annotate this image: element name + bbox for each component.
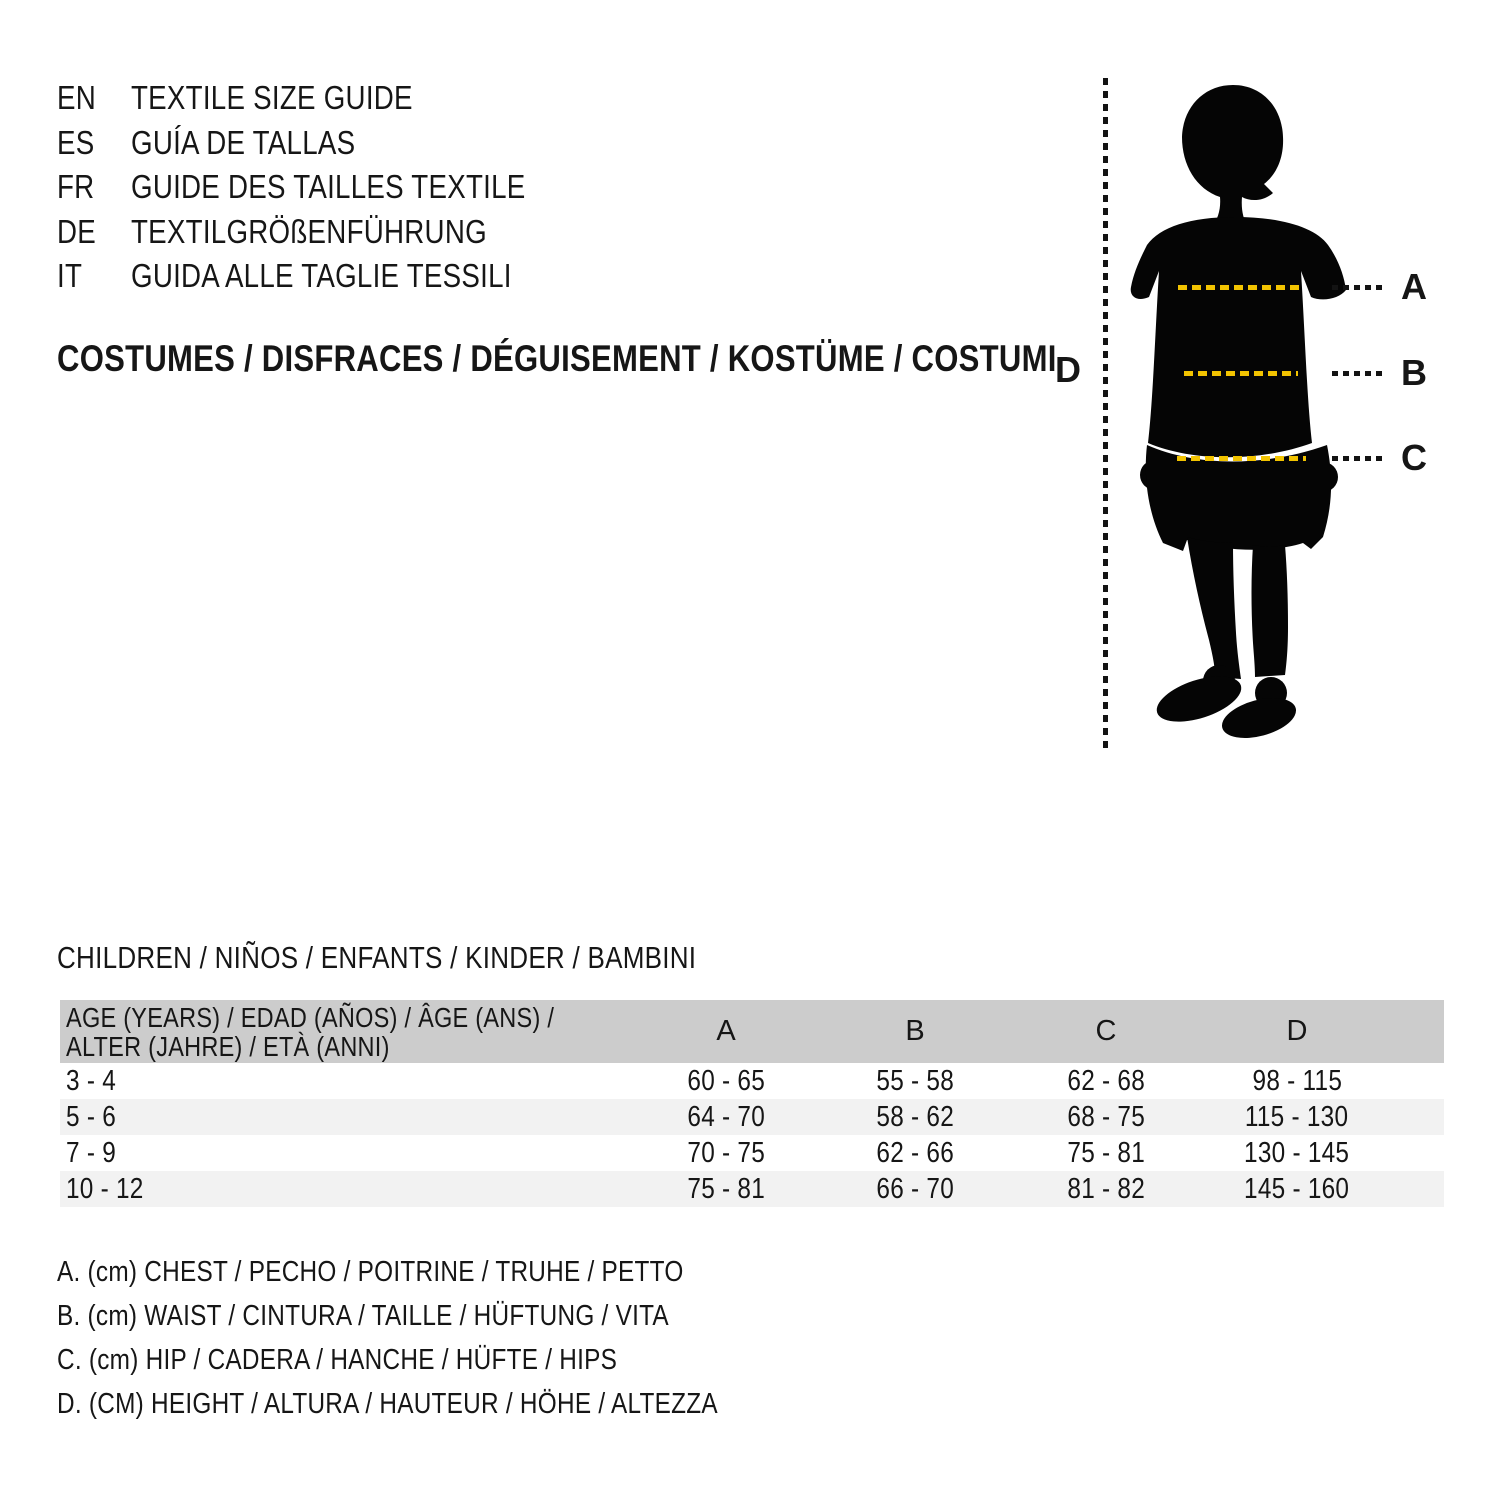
silhouette-left-leg [1187,537,1241,679]
age-value: 10 - 12 [66,1172,144,1205]
legend-item-height: D. (CM) HEIGHT / ALTURA / HAUTEUR / HÖHE / ALTEZZA [57,1387,718,1420]
table-row-age-7-9 [60,1135,1444,1171]
language-row-en [57,76,601,121]
language-code: FR [57,168,95,206]
column-header-c: C [1095,1015,1117,1047]
label-hip-c: C [1401,437,1427,478]
connector-line-a [1332,285,1385,290]
age-column-header: AGE (YEARS) / EDAD (AÑOS) / ÂGE (ANS) / ALTER (JAHRE) / ETÀ (ANNI) [66,1001,555,1062]
connector-line-b [1332,371,1385,376]
waist-range: 62 - 66 [876,1136,954,1169]
hip-range: 75 - 81 [1067,1136,1145,1169]
hip-range: 81 - 82 [1067,1172,1145,1205]
language-title-list [57,76,601,299]
height-range: 98 - 115 [1252,1064,1342,1097]
guide-title-en: TEXTILE SIZE GUIDE [131,79,413,117]
legend-item-waist: B. (cm) WAIST / CINTURA / TAILLE / HÜFTUNG / VITA [57,1299,669,1332]
table-header-row [60,1000,1444,1063]
waist-range: 58 - 62 [876,1100,954,1133]
age-value: 3 - 4 [66,1064,117,1097]
height-range: 145 - 160 [1244,1172,1350,1205]
chest-range: 64 - 70 [687,1100,765,1133]
child-silhouette [1130,85,1380,745]
hip-range: 62 - 68 [1067,1064,1145,1097]
table-section-title: CHILDREN / NIÑOS / ENFANTS / KINDER / BAMBINI [57,940,697,975]
silhouette-right-leg [1252,545,1289,677]
legend-item-hip: C. (cm) HIP / CADERA / HANCHE / HÜFTE / HIPS [57,1343,618,1376]
height-range: 130 - 145 [1244,1136,1350,1169]
chest-range: 70 - 75 [687,1136,765,1169]
age-value: 7 - 9 [66,1136,117,1169]
language-code: IT [57,257,83,295]
table-row-age-3-4 [60,1063,1444,1099]
table-row-age-5-6 [60,1099,1444,1135]
category-heading: COSTUMES / DISFRACES / DÉGUISEMENT / KOSTÜME / COSTUMI [57,338,1057,379]
legend-item-chest: A. (cm) CHEST / PECHO / POITRINE / TRUHE / PETTO [57,1255,684,1288]
language-code: EN [57,79,97,117]
connector-line-c [1332,456,1385,461]
chest-range: 75 - 81 [687,1172,765,1205]
label-chest-a: A [1401,266,1427,307]
hip-dash-line-c [1177,456,1306,461]
waist-range: 66 - 70 [876,1172,954,1205]
silhouette-head [1182,85,1283,227]
column-header-d: D [1286,1015,1308,1047]
hip-range: 68 - 75 [1067,1100,1145,1133]
chest-range: 60 - 65 [687,1064,765,1097]
guide-title-it: GUIDA ALLE TAGLIE TESSILI [131,257,512,295]
table-row-age-10-12 [60,1171,1444,1207]
height-measure-line-d [1103,78,1108,748]
language-row-it [57,254,601,299]
language-code: DE [57,212,97,250]
chest-dash-line-a [1178,285,1302,290]
column-header-b: B [905,1015,925,1047]
height-range: 115 - 130 [1245,1100,1349,1133]
language-row-de [57,210,601,255]
waist-range: 55 - 58 [876,1064,954,1097]
guide-title-fr: GUIDE DES TAILLES TEXTILE [131,168,526,206]
measurement-legend [57,1250,844,1426]
guide-title-de: TEXTILGRÖßENFÜHRUNG [131,212,487,250]
waist-dash-line-b [1184,371,1298,376]
language-code: ES [57,123,95,161]
language-row-es [57,121,601,166]
guide-title-es: GUÍA DE TALLAS [131,123,356,161]
label-waist-b: B [1401,352,1427,393]
age-value: 5 - 6 [66,1100,117,1133]
column-header-a: A [716,1015,736,1047]
label-height-d: D [1055,349,1081,390]
children-size-table [60,1000,1444,1207]
language-row-fr [57,165,601,210]
silhouette-torso [1131,217,1346,457]
